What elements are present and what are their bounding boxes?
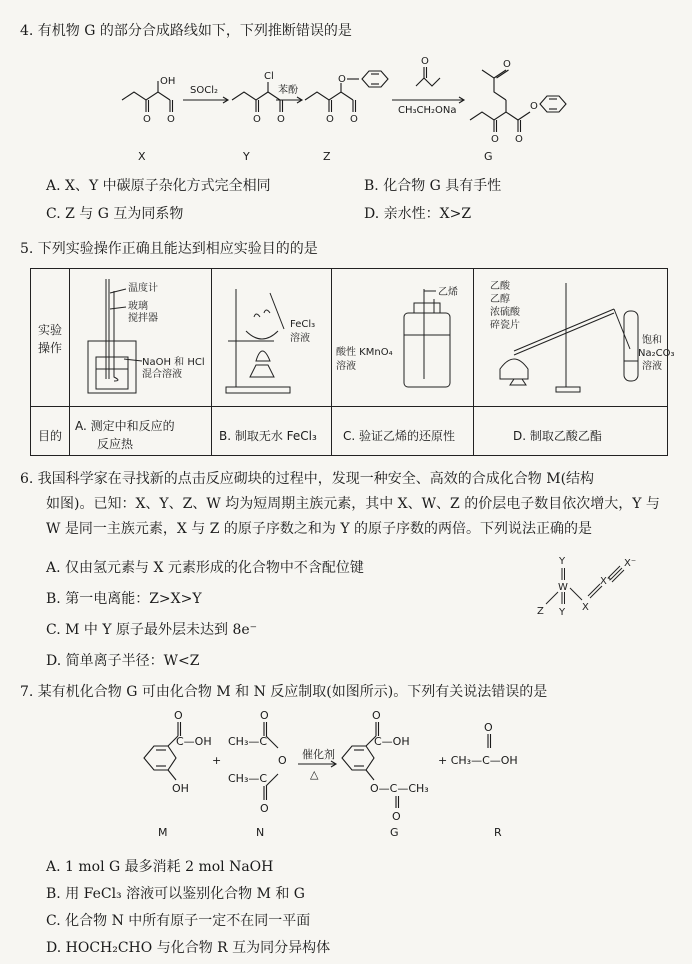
reagent-naoet: CH₃CH₂ONa: [398, 105, 457, 116]
d-label-h2so4: 浓硫酸: [490, 307, 520, 318]
label-z: Z: [323, 150, 331, 163]
n-lower-ch3c: CH₃—C: [228, 772, 268, 785]
r-acetic-acid: + CH₃—C—OH: [438, 754, 518, 767]
q6-stem-line1: 6. 我国科学家在寻找新的点击反应砌块的过程中，发现一种安全、高效的合成化合物 M(结构: [20, 471, 595, 487]
apparatus-c-gas-bottle: [332, 269, 474, 405]
q5-experiment-table: [30, 268, 675, 456]
n-upper-ch3c: CH₃—C: [228, 735, 268, 748]
header-operation-a: 实验: [38, 323, 63, 337]
q6-option-b[interactable]: B. 第一电离能：Z>X>Y: [46, 591, 202, 607]
a-solution-label-2: 混合溶液: [142, 369, 182, 380]
m-oh-group: OH: [172, 782, 189, 795]
q7-option-b[interactable]: B. 用 FeCl₃ 溶液可以鉴别化合物 M 和 G: [46, 886, 305, 902]
d-label-acetic-acid: 乙酸: [490, 281, 510, 292]
q7-option-c[interactable]: C. 化合物 N 中所有原子一定不在同一平面: [46, 913, 311, 929]
c-ethylene-label: 乙烯: [438, 287, 458, 298]
d-label-solution: 溶液: [642, 361, 662, 372]
q4-option-d[interactable]: D. 亲水性：X>Z: [364, 206, 472, 222]
q6-stem-line2: 如图)。已知：X、Y、Z、W 均为短周期主族元素，其中 X、W、Z 的价层电子数目依次增大，Y 与: [46, 496, 660, 512]
purpose-a-line1: A. 测定中和反应的: [75, 419, 175, 433]
label-m: M: [158, 826, 168, 839]
m-atom-w: W: [558, 582, 568, 593]
purpose-c: C. 验证乙烯的还原性: [343, 429, 456, 443]
b-fecl3-label-2: 溶液: [290, 333, 310, 344]
q4-option-c[interactable]: C. Z 与 G 互为同系物: [46, 206, 184, 222]
apparatus-a-calorimeter: [70, 269, 212, 405]
purpose-a-line2: 反应热: [97, 437, 134, 451]
a-stirrer-label-1: 玻璃: [128, 301, 148, 312]
q6-option-d[interactable]: D. 简单离子半径：W<Z: [46, 653, 200, 669]
d-label-porcelain: 碎瓷片: [490, 320, 520, 331]
g-o2: O: [515, 134, 523, 145]
q4-stem: 4. 有机物 G 的部分合成路线如下，下列推断错误的是: [20, 23, 352, 39]
g-carbonyl-o: O: [372, 709, 381, 722]
x-o2: O: [167, 114, 175, 125]
b-fecl3-label-1: FeCl₃: [290, 319, 316, 330]
q7-option-a[interactable]: A. 1 mol G 最多消耗 2 mol NaOH: [46, 859, 274, 875]
q6-stem-line3: W 是同一主族元素，X 与 Z 的原子序数之和为 Y 的原子序数的两倍。下列说法正确的是: [46, 521, 593, 537]
m-atom-y-bottom: Y: [559, 607, 566, 618]
a-stirrer-label-2: 搅拌器: [128, 313, 158, 324]
y-o1: O: [253, 114, 261, 125]
m-carbonyl-o: O: [174, 709, 183, 722]
g-cooh-group: C—OH: [374, 735, 410, 748]
n-bridge-o: O: [278, 754, 287, 767]
d-label-ethanol: 乙醇: [490, 294, 510, 305]
n-upper-o: O: [260, 709, 269, 722]
reagent-enone-o: O: [421, 56, 429, 67]
g-o1: O: [491, 134, 499, 145]
g-ester-o: O: [392, 810, 401, 823]
d-label-saturated: 饱和: [642, 335, 662, 346]
q5-stem: 5. 下列实验操作正确且能达到相应实验目的的是: [20, 241, 318, 257]
q7-stem: 7. 某有机化合物 G 可由化合物 M 和 N 反应制取(如图所示)。下列有关说法错误的是: [20, 684, 548, 700]
q4-option-b[interactable]: B. 化合物 G 具有手性: [364, 178, 502, 194]
g-ester-o: O: [530, 101, 538, 112]
d-label-na2co3: Na₂CO₃: [638, 348, 675, 359]
label-n: N: [256, 826, 265, 839]
label-r: R: [494, 826, 502, 839]
m-cooh-group: C—OH: [176, 735, 212, 748]
y-o2: O: [277, 114, 285, 125]
z-ester-o: O: [338, 74, 346, 85]
m-atom-x: X: [582, 602, 589, 613]
m-atom-y-top: Y: [559, 556, 566, 567]
q4-option-a[interactable]: A. X、Y 中碳原子杂化方式完全相同: [46, 178, 271, 194]
label-g: G: [484, 150, 493, 163]
q6-option-c[interactable]: C. M 中 Y 原子最外层未达到 8e⁻: [46, 622, 258, 638]
plus-sign: +: [212, 754, 222, 767]
y-cl-atom: Cl: [264, 71, 274, 82]
purpose-b: B. 制取无水 FeCl₃: [219, 429, 317, 443]
header-operation-b: 操作: [38, 341, 63, 355]
q6-structure-m: [528, 552, 658, 622]
label-y: Y: [243, 150, 250, 163]
heat-symbol: △: [310, 768, 319, 781]
header-purpose: 目的: [38, 429, 63, 443]
apparatus-b-evaporation: [212, 269, 332, 405]
c-kmno4-label-2: 溶液: [336, 361, 356, 372]
q7-reaction-scheme: [0, 700, 692, 848]
x-oh-group: OH: [160, 76, 176, 87]
x-o1: O: [143, 114, 151, 125]
reagent-socl2: SOCl₂: [190, 85, 218, 96]
m-atom-z: Z: [537, 606, 544, 617]
n-lower-o: O: [260, 802, 269, 815]
purpose-d: D. 制取乙酸乙酯: [513, 429, 602, 443]
z-o1: O: [326, 114, 334, 125]
a-solution-label-1: NaOH 和 HCl: [142, 357, 205, 368]
label-x: X: [138, 150, 146, 163]
r-carbonyl-o: O: [484, 721, 493, 734]
q7-option-d[interactable]: D. HOCH₂CHO 与化合物 R 互为同分异构体: [46, 940, 331, 956]
g-ester-group: O—C—CH₃: [370, 782, 429, 795]
reagent-phenol: 苯酚: [278, 85, 298, 96]
c-kmno4-label-1: 酸性 KMnO₄: [336, 347, 393, 358]
z-o2: O: [350, 114, 358, 125]
label-g7: G: [390, 826, 399, 839]
apparatus-d-ester-prep: [474, 269, 675, 405]
a-thermometer-label: 温度计: [128, 283, 158, 294]
m-atom-xminus: X⁻: [624, 558, 637, 569]
catalyst-label: 催化剂: [302, 748, 335, 761]
m-atom-xplus: X⁺: [600, 576, 613, 587]
q6-option-a[interactable]: A. 仅由氢元素与 X 元素形成的化合物中不含配位键: [46, 560, 364, 576]
g-o-top: O: [503, 59, 511, 70]
